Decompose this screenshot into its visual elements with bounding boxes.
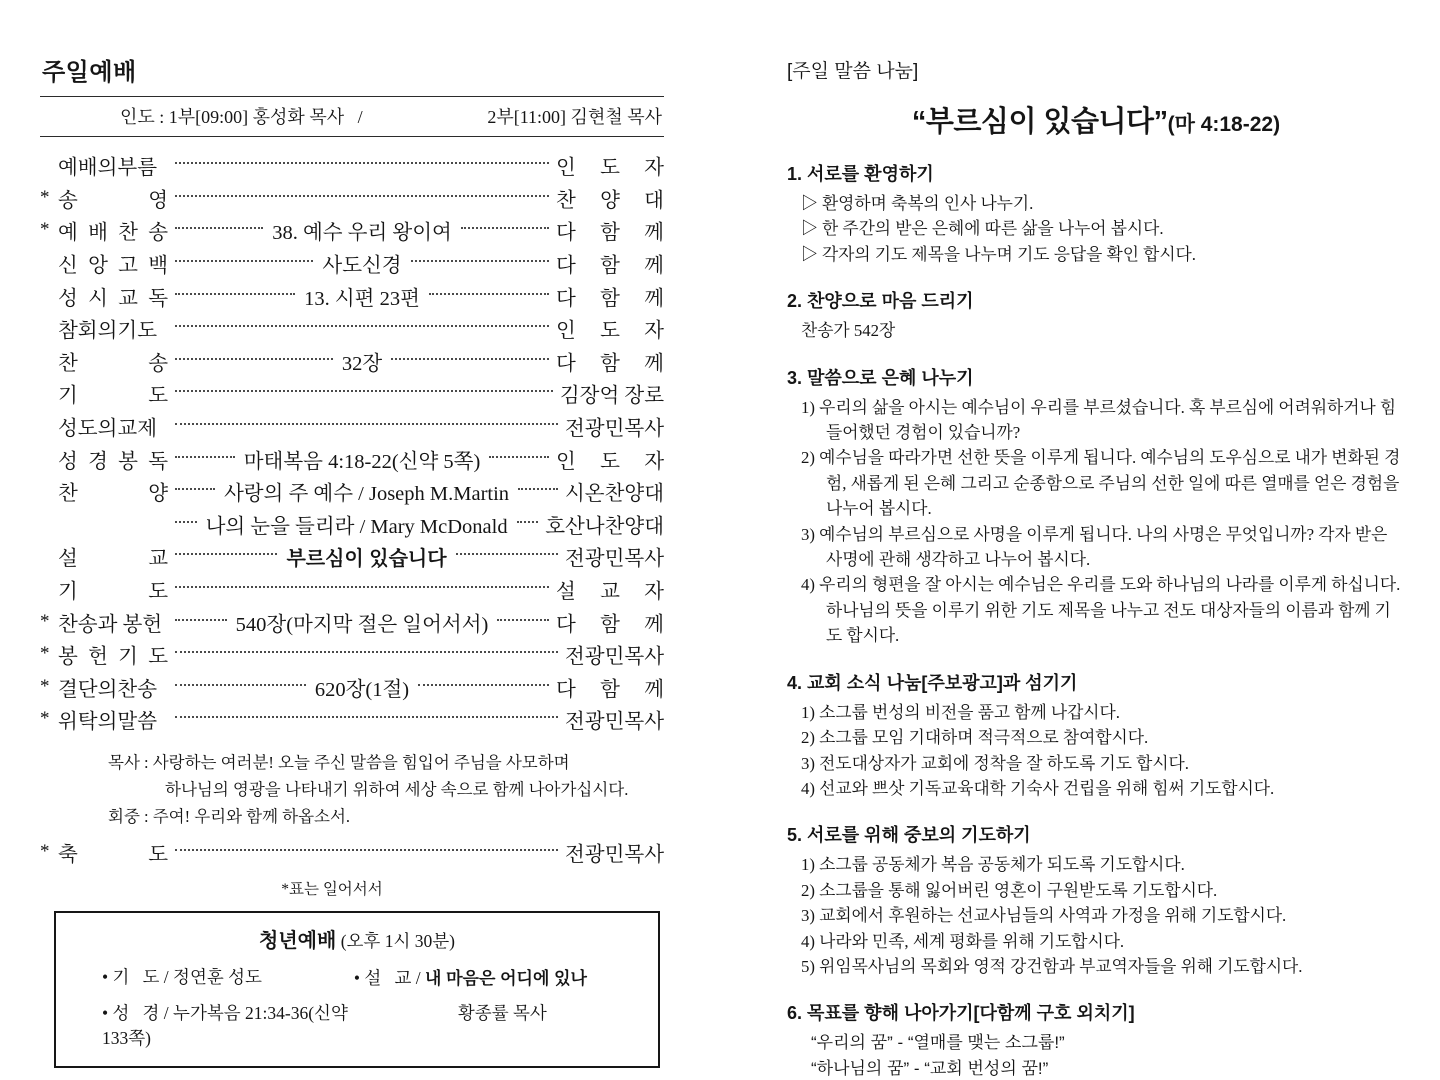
service-item-label: 결단의찬송 [58,678,158,701]
youth-sermon-label: • 설 교 / [353,968,425,989]
service-item-label: 예배의부름 [58,157,158,180]
service-item-label: 성 경 봉 독 [58,450,168,473]
youth-scripture: • 성 경 / 누가복음 21:34-36(신약 133쪽) [102,1003,353,1049]
service-item-label: 찬송과 봉헌 [58,613,163,636]
second-service-leader: 2부[11:00] 김현철 목사 [487,107,662,127]
service-row [40,149,664,182]
section-item: “우리의 꿈” - “열매를 맺는 소그룹!” [811,1033,1065,1053]
service-item-label: 성도의교제 [58,418,158,441]
leader-dots [175,456,235,458]
section-praise [787,289,1405,343]
service-item-detail: 사도신경 [322,255,402,278]
service-item-assignee: 김장억 장로 [559,385,664,408]
leader-dots [175,390,553,392]
leader-dots [175,423,558,425]
service-row [40,671,664,704]
section-item: 1) 우리의 삶을 아시는 예수님이 우리를 부르셨습니다. 혹 부르심에 어려워하거나 힘들어했던 경험이 있습니까? [801,397,1397,443]
section-items [787,191,1405,267]
leader-dots [429,293,549,295]
service-row [40,312,664,345]
service-item-assignee: 인 도 자 [556,320,664,343]
youth-sermon-title: 내 마음은 어디에 있나 [424,969,587,989]
stand-marker: * [40,840,50,862]
section-item: 2) 소그룹을 통해 잃어버린 영혼이 구원받도록 기도합시다. [801,880,1218,900]
service-item-label: 신 앙 고 백 [58,255,168,278]
section-item: 찬송가 542장 [801,321,896,341]
leader-dots [175,325,549,327]
section-heading: 6. 목표를 향해 나아가기[다함께 구호 외치기] [787,1003,1135,1024]
section-items [787,318,1405,343]
service-item-label: 예 배 찬 송 [58,222,168,245]
section-item: 1) 소그룹 번성의 비전을 품고 함께 나갑시다. [801,702,1120,722]
section-item: 3) 전도대상자가 교회에 정착을 잘 하도록 기도 합시다. [801,753,1189,773]
leader-dots [517,521,539,523]
service-order-list [40,149,664,736]
service-item-assignee: 인 도 자 [556,157,664,180]
service-item-label: 위탁의말씀 [58,711,158,734]
service-leaders-line [40,97,664,136]
first-service-leader: 인도 : 1부[09:00] 홍성화 목사 / [120,107,363,127]
service-item-assignee: 다 함 께 [556,352,664,375]
benediction-row-wrap [40,836,664,869]
youth-worship-time: (오후 1시 30분) [336,931,455,952]
service-item-assignee: 설 교 자 [556,581,664,604]
section-item: 5) 위임목사님의 목회와 영적 강건함과 부교역자들을 위해 기도합시다. [801,956,1303,976]
section-church-news [787,671,1405,802]
sermon-title-inline: 부르심이 있습니다 [286,547,447,570]
leader-dots [175,553,277,555]
section-item: ▷ 각자의 기도 제목을 나누며 기도 응답을 확인 합시다. [801,244,1196,264]
section-item: ▷ 환영하며 축복의 인사 나누기. [801,194,1034,213]
leader-dots [518,488,558,490]
leader-dots [411,260,549,262]
leader-dots [175,716,558,718]
section-item: 3) 교회에서 후원하는 선교사님들의 사역과 가정을 위해 기도합시다. [801,906,1287,926]
leader-dots [489,456,549,458]
sermon-title-quote: “부르심이 있습니다” [911,106,1168,138]
section-item: 2) 소그룹 모임 기대하며 적극적으로 참여합시다. [801,728,1149,748]
sermon-main-title [787,99,1405,140]
section-tag: [주일 말씀 나눔] [787,61,919,82]
service-item-assignee: 전광민목사 [564,711,664,734]
section-items [787,852,1405,979]
service-item-label: 찬 송 [58,352,168,375]
leader-dots [175,293,295,295]
service-row [40,540,664,573]
section-items [787,395,1405,649]
service-item-assignee: 다 함 께 [556,613,664,636]
benediction-response [108,749,664,830]
service-item-assignee: 인 도 자 [556,450,665,473]
service-row [40,182,664,215]
section-item: 4) 선교와 쁘삿 기독교육대학 기숙사 건립을 위해 힘써 기도합시다. [801,778,1275,798]
service-item-detail: 540장(마지막 절은 일어서서) [235,613,489,636]
service-item-detail: 620장(1절) [314,678,410,701]
stand-marker: * [40,643,50,665]
word-sharing-panel [787,56,1405,1080]
sermon-scripture-ref: (마 4:18-22) [1167,113,1281,136]
service-item-assignee: 시온찬양대 [565,483,665,506]
section-item: ▷ 한 주간의 받은 은혜에 따른 삶을 나누어 봅시다. [801,219,1164,239]
service-item-label: 송 영 [58,189,168,212]
leader-dots [456,553,558,555]
section-item: 4) 우리의 형편을 잘 아시는 예수님은 우리를 도와 하나님의 나라를 이루게 하십니다. 하나님의 뜻을 이루기 위한 기도 제목을 나누고 전도 대상자들의 이름과 함께 기도 합시다. [801,575,1401,646]
pastor-line-continued: 하나님의 영광을 나타내기 위하여 세상 속으로 함께 나아가십시다. [165,779,629,799]
service-item-assignee: 다 함 께 [556,222,664,245]
service-item-detail: 나의 눈을 들리라 / Mary McDonald [205,515,508,538]
section-heading: 5. 서로를 위해 중보의 기도하기 [787,825,1031,846]
service-row [40,214,664,247]
service-row [40,573,664,606]
service-item-assignee: 다 함 께 [556,678,665,701]
service-item-assignee: 다 함 께 [556,255,664,278]
leader-dots [175,260,313,262]
service-item-assignee: 호산나찬양대 [545,515,665,538]
section-item: 1) 소그룹 공동체가 복음 공동체가 되도록 기도합시다. [801,855,1185,875]
service-item-assignee: 전광민목사 [565,548,665,571]
section-item: “하나님의 꿈” - “교회 번성의 꿈!” [811,1058,1049,1078]
section-items [787,700,1405,802]
section-items [787,1030,1405,1080]
youth-prayer: • 기 도 / 정연훈 성도 [102,967,262,988]
youth-worship-header [76,924,638,953]
leader-dots [175,227,263,229]
service-item-detail: 사랑의 주 예수 / Joseph M.Martin [223,483,510,506]
congregation-line: 회중 : 주여! 우리와 함께 하옵소서. [108,806,351,826]
divider [40,136,664,137]
service-row [40,410,664,443]
service-row [40,605,664,638]
pastor-line: 목사 : 사랑하는 여러분! 오늘 주신 말씀을 힘입어 주님을 사모하며 [108,752,570,772]
section-item: 2) 예수님을 따라가면 선한 뜻을 이루게 됩니다. 예수님의 도우심으로 내가 변화된 경험, 새롭게 된 은혜 그리고 순종함으로 주님의 선한 일에 따른 열매를 얻은 경험을 나누어 봅시다. [801,448,1401,519]
service-row [40,345,664,378]
service-item-assignee: 전광민목사 [564,646,664,669]
youth-worship-box [54,911,660,1068]
service-item-label: 축 도 [58,843,168,866]
section-heading: 2. 찬양으로 마음 드리기 [787,291,974,312]
leader-dots [175,488,215,490]
service-item-label: 기 도 [58,385,168,408]
service-row [40,279,664,312]
section-heading: 4. 교회 소식 나눔[주보광고]과 섬기기 [787,672,1078,693]
leader-dots [418,684,549,686]
section-welcome [787,162,1405,267]
service-item-assignee: 전광민목사 [564,418,664,441]
service-row [40,638,664,671]
service-row [40,377,664,410]
service-row [40,475,664,508]
service-item-detail: 13. 시편 23편 [304,287,420,310]
leader-dots [175,358,333,360]
youth-worship-title: 청년예배 [259,930,337,953]
service-item-assignee: 다 함 께 [556,287,665,310]
section-item: 4) 나라와 민족, 세계 평화를 위해 기도합시다. [801,931,1125,951]
service-item-label: 봉 헌 기 도 [58,646,168,669]
service-row [40,703,664,736]
service-item-detail: 38. 예수 우리 왕이여 [272,222,452,245]
leader-dots [175,521,197,523]
leader-dots [175,162,549,164]
leader-dots [175,619,227,621]
service-item-label: 설 교 [58,548,168,571]
youth-worship-details [76,964,638,1050]
section-heading: 1. 서로를 환영하기 [787,164,934,184]
leader-dots [175,195,549,197]
section-word-sharing [787,366,1405,649]
service-item-label: 참회의기도 [58,320,158,343]
stand-marker: * [40,186,50,208]
order-of-worship-panel [40,52,664,1068]
leader-dots [175,586,549,588]
youth-sermon [354,964,638,990]
service-item-detail: 32장 [341,352,383,375]
stand-marker: * [40,708,50,730]
leader-dots [175,849,558,851]
service-row [40,442,664,475]
leader-dots [175,684,306,686]
leader-dots [175,651,558,653]
standing-note: *표는 일어서서 [281,881,383,899]
service-item-assignee: 전광민목사 [564,843,664,866]
service-item-detail: 마태복음 4:18-22(신약 5쪽) [243,450,481,473]
section-heading: 3. 말씀으로 은혜 나누기 [787,367,974,388]
leader-dots [391,358,549,360]
youth-preacher: 황종률 목사 [457,1003,547,1024]
page-title: 주일예배 [42,59,137,86]
service-row [40,508,664,541]
service-row [40,247,664,280]
service-item-label: 성 시 교 독 [58,287,168,310]
service-item-assignee: 찬 양 대 [556,189,664,212]
section-intercession [787,823,1405,979]
section-item: 3) 예수님의 부르심으로 사명을 이루게 됩니다. 나의 사명은 무엇입니까? 각자 받은 사명에 관해 생각하고 나누어 봅시다. [801,524,1388,570]
service-row [40,836,664,869]
service-item-label: 찬 양 [58,483,168,506]
stand-marker: * [40,219,50,241]
leader-dots [497,619,549,621]
stand-marker: * [40,675,50,697]
leader-dots [461,227,549,229]
service-item-label: 기 도 [58,581,168,604]
stand-marker: * [40,610,50,632]
section-goal [787,1001,1405,1080]
